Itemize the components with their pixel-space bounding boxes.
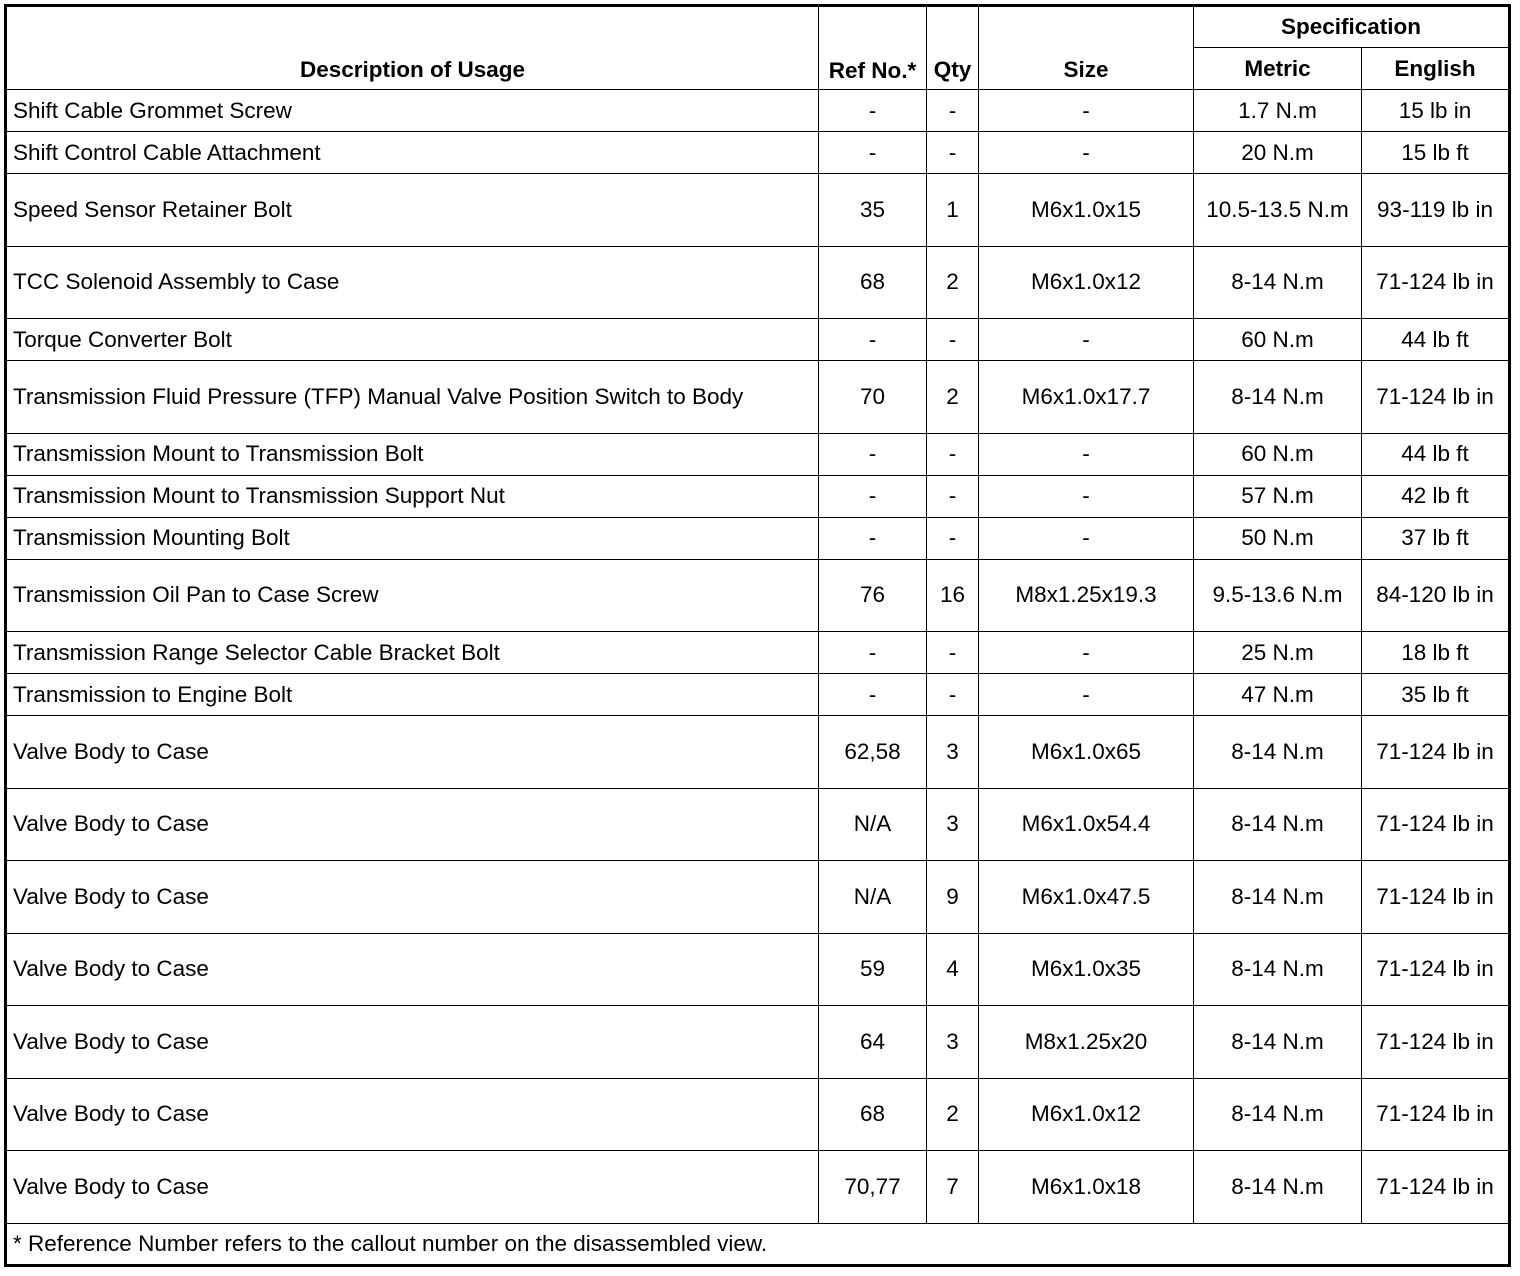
cell-metric: 60 N.m	[1194, 433, 1362, 475]
table-row	[6, 1006, 1510, 1079]
cell-description: TCC Solenoid Assembly to Case	[6, 246, 819, 319]
cell-description: Transmission Oil Pan to Case Screw	[6, 559, 819, 632]
cell-english: 71-124 lb in	[1362, 1151, 1510, 1224]
cell-qty: -	[927, 433, 979, 475]
table-row	[6, 788, 1510, 861]
table-row	[6, 132, 1510, 174]
cell-ref-no: 76	[819, 559, 927, 632]
cell-qty: 2	[927, 1078, 979, 1151]
table-row	[6, 933, 1510, 1006]
cell-qty: 3	[927, 1006, 979, 1079]
cell-description: Valve Body to Case	[6, 1006, 819, 1079]
header-metric: Metric	[1194, 48, 1362, 90]
cell-english: 42 lb ft	[1362, 475, 1510, 517]
cell-english: 15 lb in	[1362, 90, 1510, 132]
cell-english: 71-124 lb in	[1362, 1078, 1510, 1151]
cell-size: -	[979, 319, 1194, 361]
cell-description: Shift Cable Grommet Screw	[6, 90, 819, 132]
footnote-row	[6, 1223, 1510, 1265]
cell-description: Valve Body to Case	[6, 933, 819, 1006]
header-qty: Qty	[927, 6, 979, 90]
table-row	[6, 475, 1510, 517]
cell-metric: 8-14 N.m	[1194, 1151, 1362, 1224]
cell-metric: 8-14 N.m	[1194, 361, 1362, 434]
cell-description: Valve Body to Case	[6, 716, 819, 789]
cell-size: M6x1.0x15	[979, 174, 1194, 247]
cell-qty: -	[927, 90, 979, 132]
cell-description: Transmission to Engine Bolt	[6, 674, 819, 716]
cell-english: 93-119 lb in	[1362, 174, 1510, 247]
cell-description: Valve Body to Case	[6, 1078, 819, 1151]
cell-size: M6x1.0x47.5	[979, 861, 1194, 934]
cell-qty: -	[927, 674, 979, 716]
cell-size: M6x1.0x65	[979, 716, 1194, 789]
cell-ref-no: -	[819, 132, 927, 174]
cell-ref-no: 59	[819, 933, 927, 1006]
cell-ref-no: -	[819, 674, 927, 716]
cell-size: M8x1.25x19.3	[979, 559, 1194, 632]
cell-description: Valve Body to Case	[6, 788, 819, 861]
cell-description: Speed Sensor Retainer Bolt	[6, 174, 819, 247]
torque-specification-table	[4, 4, 1511, 1267]
cell-metric: 47 N.m	[1194, 674, 1362, 716]
cell-english: 44 lb ft	[1362, 319, 1510, 361]
table-row	[6, 90, 1510, 132]
cell-size: -	[979, 90, 1194, 132]
cell-qty: 2	[927, 361, 979, 434]
cell-qty: 3	[927, 788, 979, 861]
cell-size: -	[979, 517, 1194, 559]
cell-metric: 8-14 N.m	[1194, 716, 1362, 789]
cell-qty: -	[927, 475, 979, 517]
cell-metric: 60 N.m	[1194, 319, 1362, 361]
cell-qty: -	[927, 132, 979, 174]
cell-qty: 4	[927, 933, 979, 1006]
cell-size: M6x1.0x12	[979, 246, 1194, 319]
cell-qty: 7	[927, 1151, 979, 1224]
cell-qty: 9	[927, 861, 979, 934]
cell-metric: 8-14 N.m	[1194, 861, 1362, 934]
cell-size: -	[979, 132, 1194, 174]
cell-size: M6x1.0x17.7	[979, 361, 1194, 434]
cell-size: M6x1.0x35	[979, 933, 1194, 1006]
cell-size: M6x1.0x12	[979, 1078, 1194, 1151]
header-size: Size	[979, 6, 1194, 90]
cell-metric: 8-14 N.m	[1194, 246, 1362, 319]
cell-english: 44 lb ft	[1362, 433, 1510, 475]
cell-qty: -	[927, 517, 979, 559]
cell-ref-no: 62,58	[819, 716, 927, 789]
cell-ref-no: 64	[819, 1006, 927, 1079]
table-row	[6, 174, 1510, 247]
cell-english: 71-124 lb in	[1362, 361, 1510, 434]
cell-description: Transmission Mount to Transmission Bolt	[6, 433, 819, 475]
cell-ref-no: 70,77	[819, 1151, 927, 1224]
cell-metric: 8-14 N.m	[1194, 1078, 1362, 1151]
table-row	[6, 674, 1510, 716]
cell-english: 71-124 lb in	[1362, 1006, 1510, 1079]
cell-ref-no: -	[819, 319, 927, 361]
cell-description: Valve Body to Case	[6, 861, 819, 934]
table-row	[6, 433, 1510, 475]
cell-english: 37 lb ft	[1362, 517, 1510, 559]
table-row	[6, 632, 1510, 674]
cell-english: 15 lb ft	[1362, 132, 1510, 174]
cell-description: Torque Converter Bolt	[6, 319, 819, 361]
cell-ref-no: -	[819, 90, 927, 132]
cell-metric: 8-14 N.m	[1194, 788, 1362, 861]
cell-english: 35 lb ft	[1362, 674, 1510, 716]
cell-size: -	[979, 674, 1194, 716]
cell-description: Transmission Mount to Transmission Support Nut	[6, 475, 819, 517]
cell-qty: 2	[927, 246, 979, 319]
header-specification: Specification	[1194, 6, 1510, 48]
cell-qty: -	[927, 319, 979, 361]
torque-spec-page	[4, 4, 1508, 1267]
cell-ref-no: 35	[819, 174, 927, 247]
cell-qty: -	[927, 632, 979, 674]
cell-description: Transmission Range Selector Cable Bracket Bolt	[6, 632, 819, 674]
cell-ref-no: -	[819, 632, 927, 674]
table-row	[6, 1078, 1510, 1151]
cell-metric: 50 N.m	[1194, 517, 1362, 559]
footnote: * Reference Number refers to the callout number on the disassembled view.	[6, 1223, 1510, 1265]
cell-ref-no: -	[819, 475, 927, 517]
cell-english: 18 lb ft	[1362, 632, 1510, 674]
cell-description: Transmission Fluid Pressure (TFP) Manual Valve Position Switch to Body	[6, 361, 819, 434]
cell-size: M6x1.0x18	[979, 1151, 1194, 1224]
table-row	[6, 246, 1510, 319]
cell-ref-no: N/A	[819, 788, 927, 861]
cell-metric: 10.5-13.5 N.m	[1194, 174, 1362, 247]
cell-english: 71-124 lb in	[1362, 861, 1510, 934]
cell-english: 71-124 lb in	[1362, 246, 1510, 319]
cell-size: -	[979, 433, 1194, 475]
header-description: Description of Usage	[6, 6, 819, 90]
table-row	[6, 716, 1510, 789]
table-row	[6, 517, 1510, 559]
cell-english: 71-124 lb in	[1362, 788, 1510, 861]
cell-english: 71-124 lb in	[1362, 933, 1510, 1006]
cell-metric: 20 N.m	[1194, 132, 1362, 174]
table-row	[6, 861, 1510, 934]
cell-size: M6x1.0x54.4	[979, 788, 1194, 861]
table-row	[6, 1151, 1510, 1224]
cell-description: Valve Body to Case	[6, 1151, 819, 1224]
cell-english: 71-124 lb in	[1362, 716, 1510, 789]
header-row-top	[6, 6, 1510, 48]
cell-metric: 8-14 N.m	[1194, 1006, 1362, 1079]
cell-size: M8x1.25x20	[979, 1006, 1194, 1079]
table-row	[6, 559, 1510, 632]
cell-description: Shift Control Cable Attachment	[6, 132, 819, 174]
cell-description: Transmission Mounting Bolt	[6, 517, 819, 559]
cell-ref-no: N/A	[819, 861, 927, 934]
header-english: English	[1362, 48, 1510, 90]
cell-metric: 8-14 N.m	[1194, 933, 1362, 1006]
cell-qty: 1	[927, 174, 979, 247]
cell-size: -	[979, 475, 1194, 517]
cell-ref-no: -	[819, 433, 927, 475]
cell-qty: 3	[927, 716, 979, 789]
cell-metric: 57 N.m	[1194, 475, 1362, 517]
cell-size: -	[979, 632, 1194, 674]
cell-metric: 9.5-13.6 N.m	[1194, 559, 1362, 632]
cell-metric: 25 N.m	[1194, 632, 1362, 674]
table-row	[6, 361, 1510, 434]
cell-ref-no: 68	[819, 1078, 927, 1151]
cell-ref-no: -	[819, 517, 927, 559]
table-body	[6, 90, 1510, 1224]
cell-ref-no: 68	[819, 246, 927, 319]
table-row	[6, 319, 1510, 361]
cell-metric: 1.7 N.m	[1194, 90, 1362, 132]
header-ref-no: Ref No.*	[819, 6, 927, 90]
cell-ref-no: 70	[819, 361, 927, 434]
cell-qty: 16	[927, 559, 979, 632]
cell-english: 84-120 lb in	[1362, 559, 1510, 632]
